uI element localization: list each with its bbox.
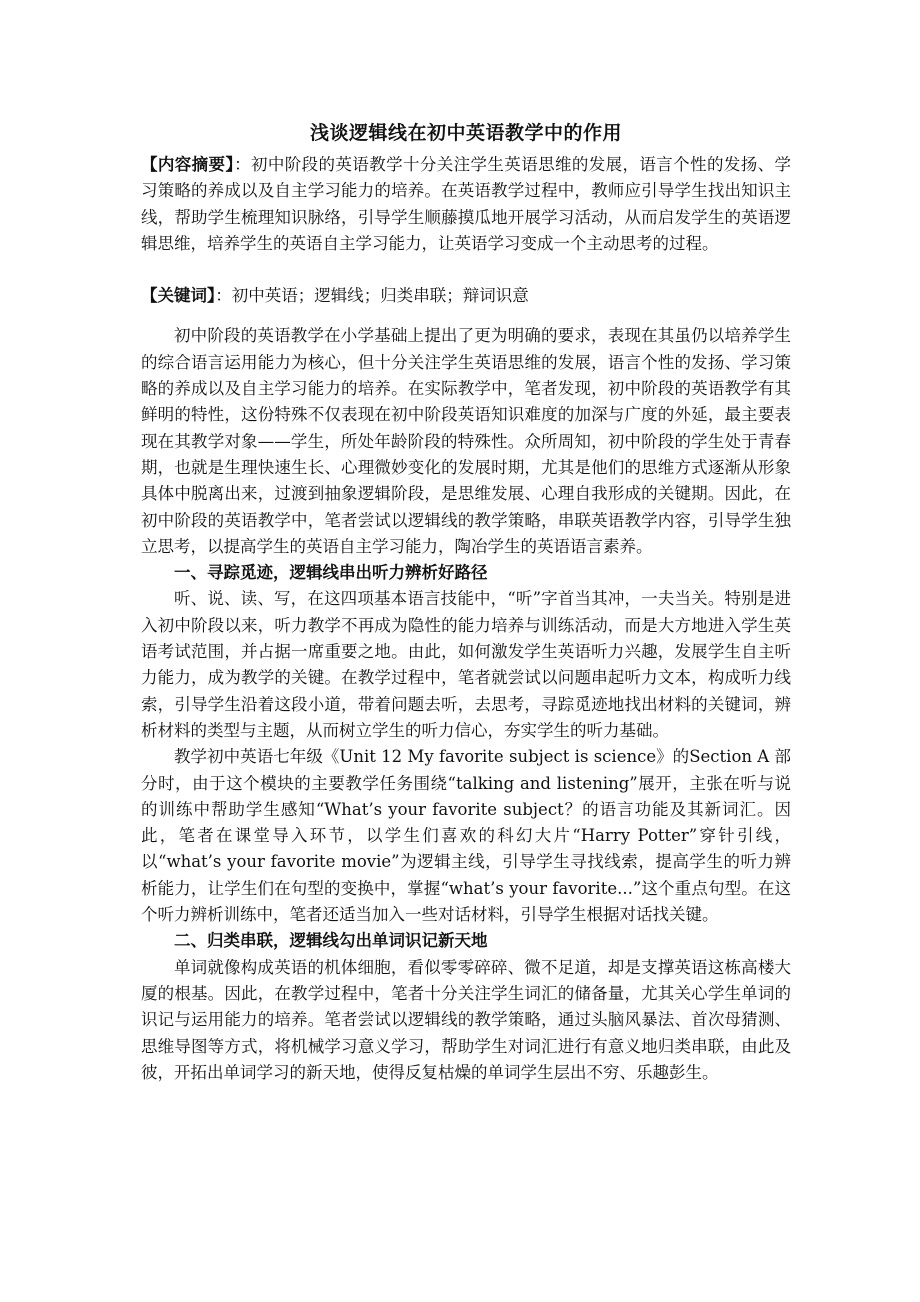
document-title: 浅谈逻辑线在初中英语教学中的作用 (309, 122, 622, 144)
abstract-text: ：初中阶段的英语教学十分关注学生英语思维的发展，语言个性的发扬、学习策略的养成以及自主学习能力的培养。在英语教学过程中，教师应引导学生找出知识主线，帮助学生梳理知识脉络，引导学生顺藤摸瓜地开展学习活动，从而启发学生的英语逻辑思维，培养学生的英语自主学习能力，让英语学习变成一个主动思考的过程。 (141, 155, 792, 253)
section-2-paragraph-1: 单词就像构成英语的机体细胞，看似零零碎碎、微不足道，却是支撑英语这栋高楼大厦的根基。因此，在教学过程中，笔者十分关注学生词汇的储备量，尤其关心学生单词的识记与运用能力的培养。笔者尝试以逻辑线的教学策略，通过头脑风暴法、首次母猜测、思维导图等方式，将机械学习意义学习，帮助学生对词汇进行有意义地归类串联，由此及彼，开拓出单词学习的新天地，使得反复枯燥的单词学生层出不穷、乐趣彭生。 (141, 957, 791, 1082)
document-page (141, 118, 791, 1086)
keywords-paragraph (141, 283, 791, 309)
spacer (141, 257, 791, 283)
abstract-paragraph (141, 152, 791, 257)
keywords-text: ：初中英语；逻辑线；归类串联；辩词识意 (215, 286, 529, 306)
section-1-paragraph-1: 听、说、读、写，在这四项基本语言技能中，“听”字首当其冲，一夫当关。特别是进入初中阶段以来，听力教学不再成为隐性的能力培养与训练活动，而是大方地进入学生英语考试范围，并占据一席重要之地。由此，如何激发学生英语听力兴趣，发展学生自主听力能力，成为教学的关键。在教学过程中，笔者就尝试以问题串起听力文本，构成听力线索，引导学生沿着这段小道，带着问题去听，去思考，寻踪觅迹地找出材料的关键词，辨析材料的类型与主题，从而树立学生的听力信心，夯实学生的听力基础。 (141, 589, 791, 740)
section-2-heading: 二、归类串联，逻辑线勾出单词识记新天地 (174, 931, 488, 951)
section-1-heading: 一、寻踪觅迹，逻辑线串出听力辨析好路径 (174, 563, 488, 583)
spacer (141, 309, 791, 323)
intro-paragraph: 初中阶段的英语教学在小学基础上提出了更为明确的要求，表现在其虽仍以培养学生的综合语言运用能力为核心，但十分关注学生英语思维的发展，语言个性的发扬、学习策略的养成以及自主学习能力的培养。在实际教学中，笔者发现，初中阶段的英语教学有其鲜明的特性，这份特殊不仅表现在初中阶段英语知识难度的加深与广度的外延，最主要表现在其教学对象——学生，所处年龄阶段的特殊性。众所周知，初中阶段的学生处于青春期，也就是生理快速生长、心理微妙变化的发展时期，尤其是他们的思维方式逐渐从形象具体中脱离出来，过渡到抽象逻辑阶段，是思维发展、心理自我形成的关键期。因此，在初中阶段的英语教学中，笔者尝试以逻辑线的教学策略，串联英语教学内容，引导学生独立思考，以提高学生的英语自主学习能力，陶冶学生的英语语言素养。 (141, 326, 791, 556)
section-1-paragraph-2: 教学初中英语七年级《Unit 12 My favorite subject is science》的Section A 部分时，由于这个模块的主要教学任务围绕“talking and listening”展开，主张在听与说的训练中帮助学生感知“What’s your favorite subject？的语言功能及其新词汇。因此，笔者在课堂导入环节，以学生们喜欢的科幻大片“Harry Potter”穿针引线，以“what’s your favorite movie”为逻辑主线，引导学生寻找线索，提高学生的听力辨析能力，让学生们在句型的变换中，掌握“what’s your favorite...”这个重点句型。在这个听力辨析训练中，笔者还适当加入一些对话材料，引导学生根据对话找关键。 (141, 747, 791, 925)
keywords-label: 【关键词】 (141, 286, 216, 306)
abstract-label: 【内容摘要】 (141, 155, 235, 174)
